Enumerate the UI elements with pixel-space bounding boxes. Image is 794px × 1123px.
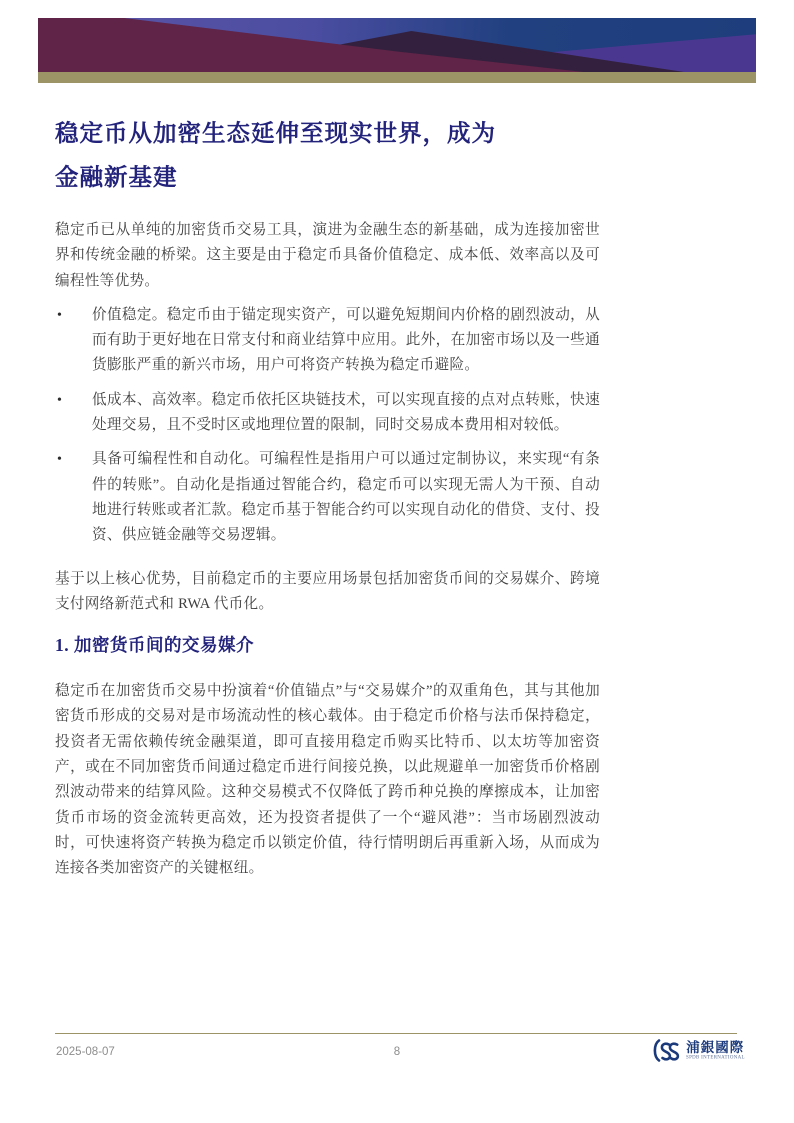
advantages-list — [55, 303, 600, 549]
list-item-text: 低成本、高效率。稳定币依托区块链技术，可以实现直接的点对点转账，快速处理交易，且不受时区或地理位置的限制，同时交易成本费用相对较低。 — [92, 391, 600, 434]
list-item — [55, 303, 600, 379]
list-item — [55, 447, 600, 548]
company-logo — [652, 1038, 758, 1063]
footer-date: 2025-08-07 — [56, 1046, 115, 1058]
section-heading: 1. 加密货币间的交易媒介 — [55, 635, 254, 656]
bullet-icon: • — [57, 392, 63, 408]
spdb-logo-icon — [652, 1038, 682, 1063]
logo-name-cn: 浦銀國際 — [686, 1040, 745, 1055]
footer-page-number: 8 — [393, 1046, 401, 1058]
document-body — [55, 112, 600, 882]
bullet-icon: • — [57, 452, 63, 468]
header-banner — [38, 18, 756, 72]
bullet-icon: • — [57, 307, 63, 323]
list-item — [55, 388, 600, 439]
section-body-paragraph: 稳定币在加密货币交易中扮演着“价值锚点”与“交易媒介”的双重角色，其与其他加密货币形成的交易对是市场流动性的核心载体。由于稳定币价格与法币保持稳定，投资者无需依赖传统金融渠道，即可直接用稳定币购买比特币、以太坊等加密资产，或在不同加密货币间通过稳定币进行间接兑换，以此规避单一加密货币价格剧烈波动带来的结算风险。这种交易模式不仅降低了跨币种兑换的摩擦成本，让加密货币市场的资金流转更高效，还为投资者提供了一个“避风港”：当市场剧烈波动时，可快速将资产转换为稳定币以锁定价值，待行情明朗后再重新入场，从而成为连接各类加密资产的关键枢纽。 — [55, 683, 600, 877]
summary-paragraph: 基于以上核心优势，目前稳定币的主要应用场景包括加密货币间的交易媒介、跨境支付网络新范式和 RWA 代币化。 — [55, 570, 600, 612]
list-item-text: 价值稳定。稳定币由于锚定现实资产，可以避免短期间内价格的剧烈波动，从而有助于更好地在日常支付和商业结算中应用。此外，在加密市场以及一些通货膨胀严重的新兴市场，用户可将资产转换为稳定币避险。 — [92, 306, 600, 374]
logo-text — [686, 1040, 758, 1061]
footer-divider — [55, 1033, 737, 1034]
logo-name-en: SPDB INTERNATIONAL — [686, 1055, 746, 1060]
intro-paragraph: 稳定币已从单纯的加密货币交易工具，演进为金融生态的新基础，成为连接加密世界和传统金融的桥梁。这主要是由于稳定币具备价值稳定、成本低、效率高以及可编程性等优势。 — [55, 222, 600, 289]
banner-khaki-strip — [38, 72, 756, 83]
list-item-text: 具备可编程性和自动化。可编程性是指用户可以通过定制协议，来实现“有条件的转账”。自动化是指通过智能合约，稳定币可以实现无需人为干预、自动地进行转账或者汇款。稳定币基于智能合约可以实现自动化的借贷、支付、投资、供应链金融等交易逻辑。 — [92, 451, 600, 544]
page-title: 稳定币从加密生态延伸至现实世界，成为金融新基建 — [55, 121, 496, 191]
